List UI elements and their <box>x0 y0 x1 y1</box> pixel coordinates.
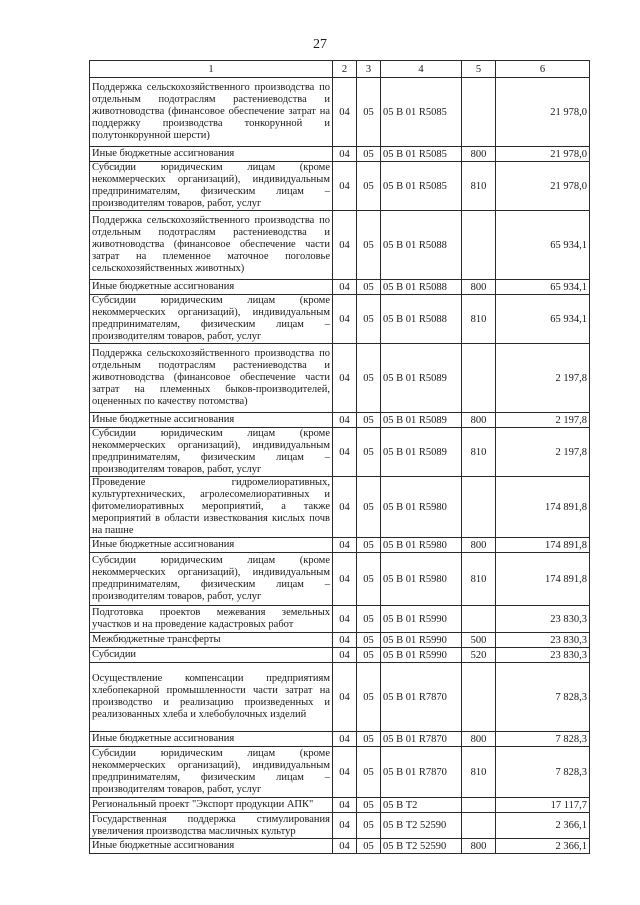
amount: 2 197,8 <box>496 428 590 477</box>
row-name: Иные бюджетные ассигнования <box>90 147 333 162</box>
expense-type-code: 810 <box>462 295 496 344</box>
amount: 17 117,7 <box>496 798 590 813</box>
target-article-code: 05 В T2 52590 <box>381 813 462 839</box>
section-code: 04 <box>333 428 357 477</box>
amount: 174 891,8 <box>496 553 590 606</box>
row-name: Иные бюджетные ассигнования <box>90 732 333 747</box>
amount: 65 934,1 <box>496 280 590 295</box>
target-article-code: 05 В 01 R5980 <box>381 553 462 606</box>
amount: 21 978,0 <box>496 147 590 162</box>
page-number: 27 <box>313 37 327 52</box>
subsection-code: 05 <box>357 798 381 813</box>
section-code: 04 <box>333 747 357 798</box>
row-name: Поддержка сельскохозяйственного производства по отдельным подотраслям растениеводства и животноводства (финансовое обеспечение части затрат на племенное маточное поголовье сельскохозяйственных животных) <box>90 211 333 280</box>
row-name: Региональный проект "Экспорт продукции АПК" <box>90 798 333 813</box>
table-row <box>90 211 590 280</box>
section-code: 04 <box>333 633 357 648</box>
row-name: Субсидии <box>90 648 333 663</box>
amount: 2 366,1 <box>496 813 590 839</box>
row-name: Субсидии юридическим лицам (кроме некоммерческих организаций), индивидуальным предпринимателям, физическим лицам – производителям товаров, работ, услуг <box>90 747 333 798</box>
section-code: 04 <box>333 606 357 633</box>
target-article-code: 05 В 01 R5089 <box>381 413 462 428</box>
section-code: 04 <box>333 162 357 211</box>
expense-type-code <box>462 606 496 633</box>
row-name: Субсидии юридическим лицам (кроме некоммерческих организаций), индивидуальным предпринимателям, физическим лицам – производителям товаров, работ, услуг <box>90 428 333 477</box>
subsection-code: 05 <box>357 280 381 295</box>
subsection-code: 05 <box>357 606 381 633</box>
amount: 7 828,3 <box>496 747 590 798</box>
row-name: Поддержка сельскохозяйственного производства по отдельным подотраслям растениеводства и животноводства (финансовое обеспечение затрат на поддержку производства тонкорунной и полутонкорунной шерсти) <box>90 78 333 147</box>
expense-type-code: 800 <box>462 732 496 747</box>
column-header: 2 <box>333 61 357 78</box>
expense-type-code <box>462 798 496 813</box>
budget-table <box>89 60 590 854</box>
subsection-code: 05 <box>357 839 381 854</box>
section-code: 04 <box>333 732 357 747</box>
amount: 174 891,8 <box>496 477 590 538</box>
expense-type-code: 810 <box>462 553 496 606</box>
amount: 23 830,3 <box>496 606 590 633</box>
amount: 7 828,3 <box>496 732 590 747</box>
table-row <box>90 477 590 538</box>
expense-type-code <box>462 78 496 147</box>
expense-type-code: 810 <box>462 428 496 477</box>
row-name: Иные бюджетные ассигнования <box>90 538 333 553</box>
target-article-code: 05 В 01 R5980 <box>381 477 462 538</box>
section-code: 04 <box>333 663 357 732</box>
table-row <box>90 295 590 344</box>
section-code: 04 <box>333 211 357 280</box>
target-article-code: 05 В 01 R5990 <box>381 633 462 648</box>
table-row <box>90 78 590 147</box>
column-header: 6 <box>496 61 590 78</box>
subsection-code: 05 <box>357 147 381 162</box>
row-name: Иные бюджетные ассигнования <box>90 839 333 854</box>
subsection-code: 05 <box>357 295 381 344</box>
subsection-code: 05 <box>357 553 381 606</box>
subsection-code: 05 <box>357 413 381 428</box>
amount: 23 830,3 <box>496 648 590 663</box>
row-name: Иные бюджетные ассигнования <box>90 413 333 428</box>
amount: 65 934,1 <box>496 211 590 280</box>
table-row <box>90 732 590 747</box>
expense-type-code <box>462 477 496 538</box>
column-header: 5 <box>462 61 496 78</box>
section-code: 04 <box>333 839 357 854</box>
amount: 65 934,1 <box>496 295 590 344</box>
expense-type-code <box>462 663 496 732</box>
table-row <box>90 428 590 477</box>
row-name: Иные бюджетные ассигнования <box>90 280 333 295</box>
target-article-code: 05 В 01 R5085 <box>381 162 462 211</box>
amount: 2 366,1 <box>496 839 590 854</box>
target-article-code: 05 В 01 R5085 <box>381 78 462 147</box>
table-row <box>90 553 590 606</box>
subsection-code: 05 <box>357 428 381 477</box>
subsection-code: 05 <box>357 813 381 839</box>
subsection-code: 05 <box>357 78 381 147</box>
row-name: Проведение гидромелиоративных, культуртехнических, агролесомелиоративных и фитомелиоративных мероприятий, а также мероприятий в области известкования кислых почв на пашне <box>90 477 333 538</box>
target-article-code: 05 В 01 R7870 <box>381 732 462 747</box>
subsection-code: 05 <box>357 477 381 538</box>
amount: 2 197,8 <box>496 344 590 413</box>
row-name: Субсидии юридическим лицам (кроме некоммерческих организаций), индивидуальным предпринимателям, физическим лицам – производителям товаров, работ, услуг <box>90 553 333 606</box>
table-row <box>90 538 590 553</box>
target-article-code: 05 В T2 <box>381 798 462 813</box>
section-code: 04 <box>333 477 357 538</box>
expense-type-code <box>462 211 496 280</box>
section-code: 04 <box>333 295 357 344</box>
section-code: 04 <box>333 344 357 413</box>
table-row <box>90 747 590 798</box>
column-header: 1 <box>90 61 333 78</box>
target-article-code: 05 В 01 R5089 <box>381 428 462 477</box>
expense-type-code <box>462 344 496 413</box>
column-header: 4 <box>381 61 462 78</box>
table-row <box>90 280 590 295</box>
table-row <box>90 344 590 413</box>
row-name: Государственная поддержка стимулирования увеличения производства масличных культур <box>90 813 333 839</box>
section-code: 04 <box>333 553 357 606</box>
table-row <box>90 633 590 648</box>
target-article-code: 05 В 01 R7870 <box>381 663 462 732</box>
table-row <box>90 813 590 839</box>
amount: 23 830,3 <box>496 633 590 648</box>
table-row <box>90 606 590 633</box>
amount: 174 891,8 <box>496 538 590 553</box>
expense-type-code: 800 <box>462 538 496 553</box>
section-code: 04 <box>333 798 357 813</box>
section-code: 04 <box>333 280 357 295</box>
subsection-code: 05 <box>357 648 381 663</box>
target-article-code: 05 В 01 R5990 <box>381 648 462 663</box>
section-code: 04 <box>333 413 357 428</box>
amount: 21 978,0 <box>496 162 590 211</box>
target-article-code: 05 В 01 R5089 <box>381 344 462 413</box>
expense-type-code <box>462 813 496 839</box>
table-row <box>90 147 590 162</box>
expense-type-code: 800 <box>462 839 496 854</box>
row-name: Межбюджетные трансферты <box>90 633 333 648</box>
subsection-code: 05 <box>357 633 381 648</box>
expense-type-code: 810 <box>462 162 496 211</box>
target-article-code: 05 В 01 R5980 <box>381 538 462 553</box>
target-article-code: 05 В 01 R5990 <box>381 606 462 633</box>
table-row <box>90 413 590 428</box>
section-code: 04 <box>333 813 357 839</box>
expense-type-code: 500 <box>462 633 496 648</box>
subsection-code: 05 <box>357 344 381 413</box>
target-article-code: 05 В 01 R5088 <box>381 295 462 344</box>
subsection-code: 05 <box>357 747 381 798</box>
column-header: 3 <box>357 61 381 78</box>
amount: 2 197,8 <box>496 413 590 428</box>
subsection-code: 05 <box>357 732 381 747</box>
target-article-code: 05 В 01 R5088 <box>381 280 462 295</box>
row-name: Осуществление компенсации предприятиям хлебопекарной промышленности части затрат на производство и реализацию произведенных и реализованных хлеба и хлебобулочных изделий <box>90 663 333 732</box>
row-name: Подготовка проектов межевания земельных участков и на проведение кадастровых работ <box>90 606 333 633</box>
subsection-code: 05 <box>357 663 381 732</box>
expense-type-code: 800 <box>462 280 496 295</box>
target-article-code: 05 В 01 R7870 <box>381 747 462 798</box>
table-header-row <box>90 61 590 78</box>
row-name: Субсидии юридическим лицам (кроме некоммерческих организаций), индивидуальным предпринимателям, физическим лицам – производителям товаров, работ, услуг <box>90 162 333 211</box>
expense-type-code: 810 <box>462 747 496 798</box>
table-row <box>90 839 590 854</box>
target-article-code: 05 В T2 52590 <box>381 839 462 854</box>
section-code: 04 <box>333 78 357 147</box>
section-code: 04 <box>333 147 357 162</box>
target-article-code: 05 В 01 R5085 <box>381 147 462 162</box>
row-name: Поддержка сельскохозяйственного производства по отдельным подотраслям растениеводства и животноводства (финансовое обеспечение части затрат на племенных быков-производителей, оцененных по качеству потомства) <box>90 344 333 413</box>
expense-type-code: 520 <box>462 648 496 663</box>
expense-type-code: 800 <box>462 413 496 428</box>
amount: 7 828,3 <box>496 663 590 732</box>
subsection-code: 05 <box>357 538 381 553</box>
amount: 21 978,0 <box>496 78 590 147</box>
table-row <box>90 162 590 211</box>
table-row <box>90 648 590 663</box>
section-code: 04 <box>333 538 357 553</box>
row-name: Субсидии юридическим лицам (кроме некоммерческих организаций), индивидуальным предпринимателям, физическим лицам – производителям товаров, работ, услуг <box>90 295 333 344</box>
subsection-code: 05 <box>357 162 381 211</box>
table-row <box>90 663 590 732</box>
expense-type-code: 800 <box>462 147 496 162</box>
subsection-code: 05 <box>357 211 381 280</box>
section-code: 04 <box>333 648 357 663</box>
table-row <box>90 798 590 813</box>
target-article-code: 05 В 01 R5088 <box>381 211 462 280</box>
